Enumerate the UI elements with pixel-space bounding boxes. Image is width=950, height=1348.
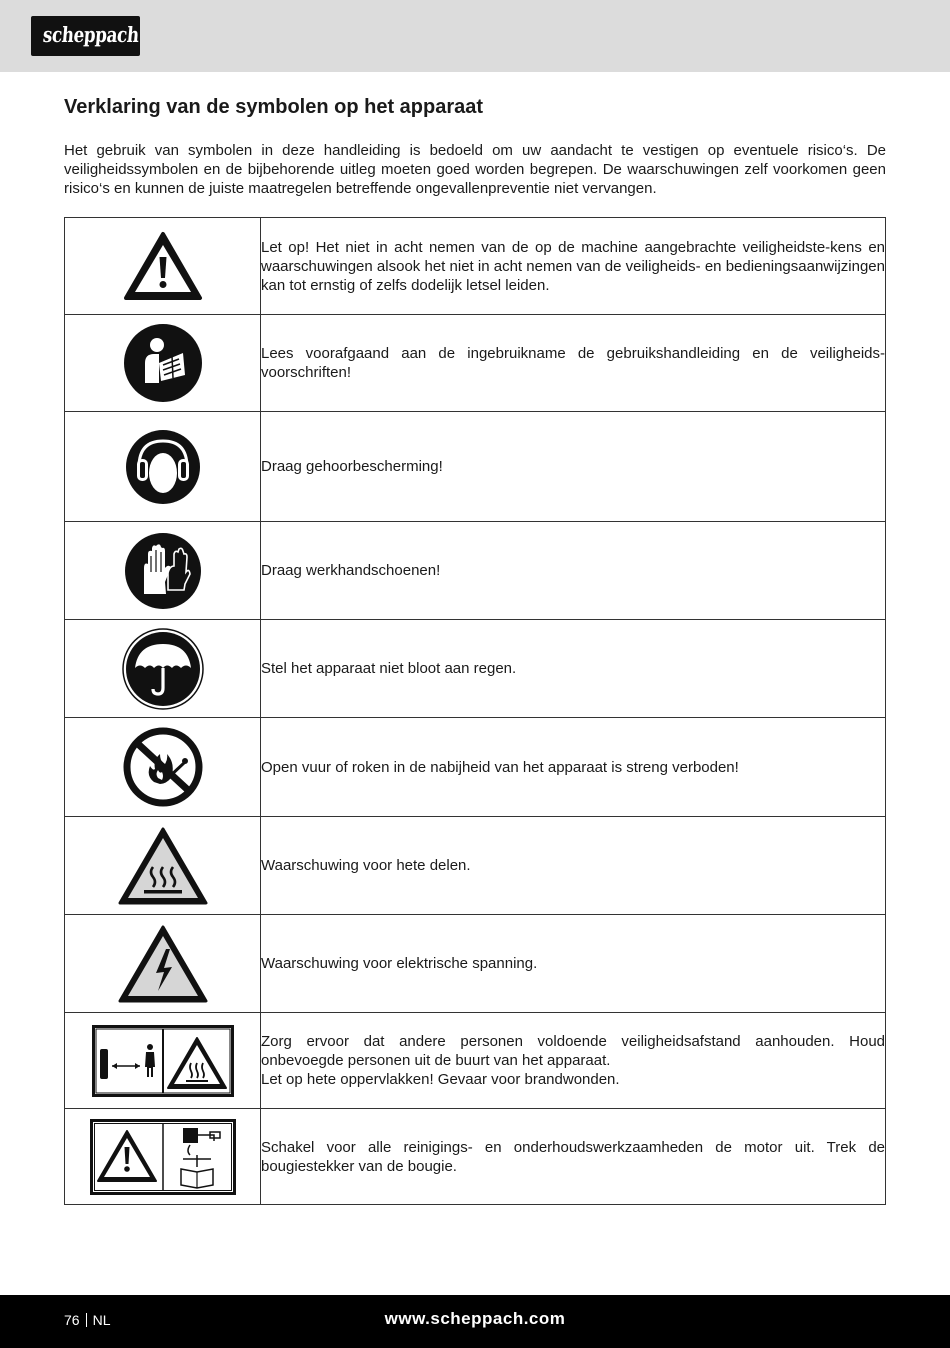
page-title: Verklaring van de symbolen op het apparaat bbox=[64, 96, 484, 118]
header-band bbox=[0, 0, 950, 72]
icon-cell bbox=[65, 522, 261, 620]
icon-cell bbox=[65, 718, 261, 817]
row-text bbox=[261, 1013, 886, 1109]
intro-paragraph: Het gebruik van symbolen in deze handleiding is bedoeld om uw aandacht te vestigen op eventuele risico‘s. De veiligheidssymbolen en de bijbehorende uitleg moeten goed worden begrepen. De waarschuwingen zelf voorkomen geen risico‘s en kunnen de juiste maatregelen betreffende ongevallenpreventie niet vervangen. bbox=[64, 142, 886, 197]
row-text: Draag werkhandschoenen! bbox=[261, 522, 886, 620]
table-row bbox=[65, 218, 886, 315]
table-row bbox=[65, 1109, 886, 1205]
row-text: Waarschuwing voor hete delen. bbox=[261, 817, 886, 915]
row-text: Stel het apparaat niet bloot aan regen. bbox=[261, 620, 886, 718]
table-row bbox=[65, 1013, 886, 1109]
table-row bbox=[65, 817, 886, 915]
icon-cell bbox=[65, 315, 261, 412]
row-text-line-1: Zorg ervoor dat andere personen voldoende veiligheidsafstand aanhouden. Houd onbevoegde personen uit de buurt van het apparaat. bbox=[261, 1033, 885, 1069]
icon-cell bbox=[65, 412, 261, 522]
no-fire-icon bbox=[122, 726, 204, 808]
table-row bbox=[65, 315, 886, 412]
warning-triangle-icon bbox=[123, 230, 203, 302]
spark-plug-maintenance-icon bbox=[90, 1119, 236, 1195]
row-text-line-2: Let op hete oppervlakken! Gevaar voor brandwonden. bbox=[261, 1071, 620, 1088]
read-manual-icon bbox=[123, 323, 203, 403]
row-text: Lees voorafgaand aan de ingebruikname de gebruikshandleiding en de veiligheids-voorschriften! bbox=[261, 315, 886, 412]
language-code: NL bbox=[92, 1312, 111, 1328]
icon-cell bbox=[65, 1109, 261, 1205]
row-text: Waarschuwing voor elektrische spanning. bbox=[261, 915, 886, 1013]
table-row bbox=[65, 522, 886, 620]
umbrella-icon bbox=[122, 628, 204, 710]
page-number-value: 76 bbox=[64, 1312, 80, 1328]
scheppach-logo: scheppach bbox=[31, 16, 140, 56]
table-row bbox=[65, 718, 886, 817]
icon-cell bbox=[65, 1013, 261, 1109]
icon-cell bbox=[65, 915, 261, 1013]
table-row bbox=[65, 915, 886, 1013]
icon-cell bbox=[65, 817, 261, 915]
electric-voltage-icon bbox=[117, 923, 209, 1005]
row-text: Draag gehoorbescherming! bbox=[261, 412, 886, 522]
table-row bbox=[65, 620, 886, 718]
row-text: Open vuur of roken in de nabijheid van het apparaat is streng verboden! bbox=[261, 718, 886, 817]
symbols-table bbox=[64, 217, 886, 1205]
footer bbox=[0, 1295, 950, 1348]
ear-protection-icon bbox=[125, 429, 201, 505]
safety-distance-icon bbox=[92, 1025, 234, 1097]
row-text: Let op! Het niet in acht nemen van de op de machine aangebrachte veiligheidste-kens en waarschuwingen alsook het niet in acht nemen van de veiligheids- en bedieningsaanwijzingen kan tot ernstig of zelfs dodelijk letsel leiden. bbox=[261, 218, 886, 315]
table-row bbox=[65, 412, 886, 522]
hot-surface-icon bbox=[117, 825, 209, 907]
gloves-icon bbox=[124, 532, 202, 610]
icon-cell bbox=[65, 620, 261, 718]
icon-cell bbox=[65, 218, 261, 315]
row-text: Schakel voor alle reinigings- en onderhoudswerkzaamheden de motor uit. Trek de bougiestekker van de bougie. bbox=[261, 1109, 886, 1205]
website-link[interactable]: www.scheppach.com bbox=[384, 1309, 566, 1328]
